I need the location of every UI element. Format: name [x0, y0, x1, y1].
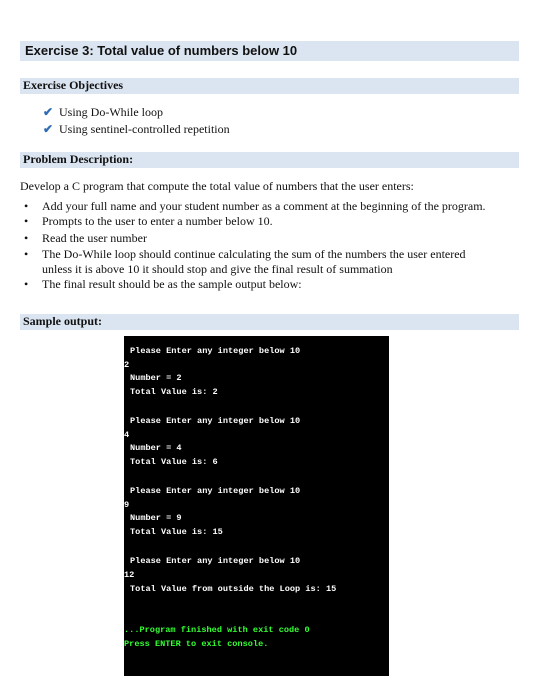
- console-line: 12: [124, 570, 135, 580]
- checkmark-icon: ✔: [43, 122, 54, 136]
- problem-intro: Develop a C program that compute the total value of numbers that the user enters:: [20, 179, 414, 193]
- console-line: Number = 4: [130, 443, 182, 453]
- sample-heading-bar: [20, 314, 519, 330]
- sample-heading: Sample output:: [23, 314, 103, 328]
- problem-bullet: Prompts to the user to enter a number below 10.: [42, 214, 273, 228]
- console-line: Total Value from outside the Loop is: 15: [130, 584, 337, 594]
- console-line: Total Value is: 15: [130, 527, 223, 537]
- objectives-heading-bar: [20, 78, 519, 94]
- console-line: Number = 9: [130, 513, 182, 523]
- problem-bullet: The final result should be as the sample output below:: [42, 277, 302, 291]
- problem-bullet-continuation: unless it is above 10 it should stop and give the final result of summation: [42, 262, 393, 276]
- bullet-icon: •: [24, 247, 29, 261]
- objectives-heading: Exercise Objectives: [23, 78, 124, 92]
- console-line: Please Enter any integer below 10: [130, 416, 301, 426]
- console-output: [124, 336, 389, 676]
- console-line: Please Enter any integer below 10: [130, 556, 301, 566]
- objective-item: ✔ Using sentinel-controlled repetition: [43, 122, 230, 136]
- checkmark-icon: ✔: [43, 105, 54, 119]
- problem-bullet: Read the user number: [42, 231, 147, 245]
- problem-heading: Problem Description:: [23, 152, 134, 166]
- bullet-icon: •: [24, 231, 29, 245]
- console-line: Total Value is: 6: [130, 457, 218, 467]
- console-status-line: Press ENTER to exit console.: [124, 639, 269, 649]
- problem-heading-bar: [20, 152, 519, 168]
- console-line: 2: [124, 360, 130, 370]
- console-line: Number = 2: [130, 373, 182, 383]
- console-line: 4: [124, 430, 130, 440]
- console-line: 9: [124, 500, 130, 510]
- console-status-line: ...Program finished with exit code 0: [124, 625, 310, 635]
- exercise-title-bar: [20, 41, 519, 61]
- objective-item: ✔ Using Do-While loop: [43, 105, 163, 119]
- console-line: Please Enter any integer below 10: [130, 486, 301, 496]
- problem-bullet: The Do-While loop should continue calculating the sum of the numbers the user entered: [42, 247, 466, 261]
- exercise-title: Exercise 3: Total value of numbers below 10: [25, 43, 298, 58]
- console-line: Please Enter any integer below 10: [130, 346, 301, 356]
- bullet-icon: •: [24, 277, 29, 291]
- bullet-icon: •: [24, 199, 29, 213]
- problem-bullet: Add your full name and your student number as a comment at the beginning of the program.: [42, 199, 486, 213]
- console-line: Total Value is: 2: [130, 387, 218, 397]
- bullet-icon: •: [24, 214, 29, 228]
